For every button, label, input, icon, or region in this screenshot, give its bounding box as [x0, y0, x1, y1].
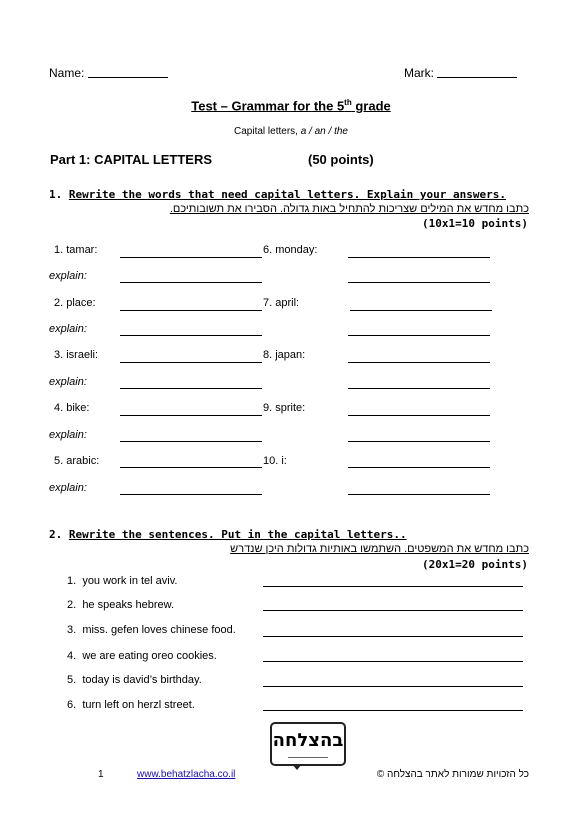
q1-instruction: 1. Rewrite the words that need capital letters. Explain your answers.	[49, 188, 506, 201]
sentence-item: 6. turn left on herzl street.	[67, 699, 195, 711]
explain-line[interactable]	[348, 335, 490, 336]
explain-line[interactable]	[120, 494, 262, 495]
explain-line[interactable]	[348, 494, 490, 495]
sentence-answer-line[interactable]	[263, 636, 523, 637]
page-number: 1	[98, 769, 104, 780]
explain-label: explain:	[49, 429, 87, 441]
answer-line[interactable]	[120, 362, 262, 363]
part1-title: Part 1: CAPITAL LETTERS	[50, 152, 213, 167]
sentence-answer-line[interactable]	[263, 586, 523, 587]
answer-line[interactable]	[348, 362, 490, 363]
answer-line[interactable]	[120, 467, 262, 468]
q1-item: 7. april:	[263, 297, 300, 309]
explain-line[interactable]	[348, 282, 490, 283]
q1-hebrew-instruction: כתבו מחדש את המילים שצריכות להתחיל באות גדולה. הסבירו את תשובותיכם.	[169, 203, 529, 215]
explain-label: explain:	[49, 376, 87, 388]
sentence-answer-line[interactable]	[263, 610, 523, 611]
logo-subline	[272, 754, 344, 760]
mark-label: Mark:	[404, 66, 434, 80]
sentence-item: 1. you work in tel aviv.	[67, 575, 178, 587]
q1-item: 5. arabic:	[54, 455, 100, 467]
sentence-answer-line[interactable]	[263, 686, 523, 687]
mark-field[interactable]	[437, 77, 517, 78]
explain-line[interactable]	[120, 335, 262, 336]
q1-item: 8. japan:	[263, 349, 306, 361]
page-subtitle: Capital letters, a / an / the	[234, 126, 348, 137]
explain-line[interactable]	[120, 282, 262, 283]
explain-label: explain:	[49, 270, 87, 282]
q1-item: 9. sprite:	[263, 402, 306, 414]
q2-points: (20x1=20 points)	[422, 558, 528, 571]
answer-line[interactable]	[120, 257, 262, 258]
q1-item: 6. monday:	[263, 244, 318, 256]
answer-line[interactable]	[348, 415, 490, 416]
q1-item: 3. israeli:	[54, 349, 99, 361]
q2-instruction: 2. Rewrite the sentences. Put in the capital letters..	[49, 528, 407, 541]
behatzlacha-logo: בהצלחה	[270, 722, 346, 766]
explain-line[interactable]	[120, 441, 262, 442]
explain-label: explain:	[49, 482, 87, 494]
answer-line[interactable]	[120, 415, 262, 416]
q2-hebrew-instruction: כתבו מחדש את המשפטים. השתמשו באותיות גדולות היכן שנדרש	[230, 543, 529, 555]
sentence-item: 3. miss. gefen loves chinese food.	[67, 624, 236, 636]
sentence-item: 4. we are eating oreo cookies.	[67, 650, 217, 662]
site-link[interactable]: www.behatzlacha.co.il	[137, 769, 236, 780]
page-title: Test – Grammar for the 5th grade	[191, 98, 391, 114]
explain-label: explain:	[49, 323, 87, 335]
sentence-item: 5. today is david’s birthday.	[67, 674, 202, 686]
part1-points: (50 points)	[308, 152, 374, 167]
sentence-answer-line[interactable]	[263, 710, 523, 711]
q1-item: 2. place:	[54, 297, 96, 309]
explain-line[interactable]	[120, 388, 262, 389]
q1-points: (10x1=10 points)	[422, 217, 528, 230]
logo-speech-tail	[292, 764, 302, 770]
name-label: Name:	[49, 66, 85, 80]
answer-line[interactable]	[348, 467, 490, 468]
sentence-item: 2. he speaks hebrew.	[67, 599, 175, 611]
name-field[interactable]	[88, 77, 168, 78]
explain-line[interactable]	[348, 388, 490, 389]
q1-item: 4. bike:	[54, 402, 90, 414]
answer-line[interactable]	[120, 310, 262, 311]
answer-line[interactable]	[348, 257, 490, 258]
copyright-notice: כל הזכויות שמורות לאתר בהצלחה ©	[376, 769, 529, 780]
answer-line[interactable]	[350, 310, 492, 311]
explain-line[interactable]	[348, 441, 490, 442]
sentence-answer-line[interactable]	[263, 661, 523, 662]
q1-item: 10. i:	[263, 455, 287, 467]
q1-item: 1. tamar:	[54, 244, 98, 256]
